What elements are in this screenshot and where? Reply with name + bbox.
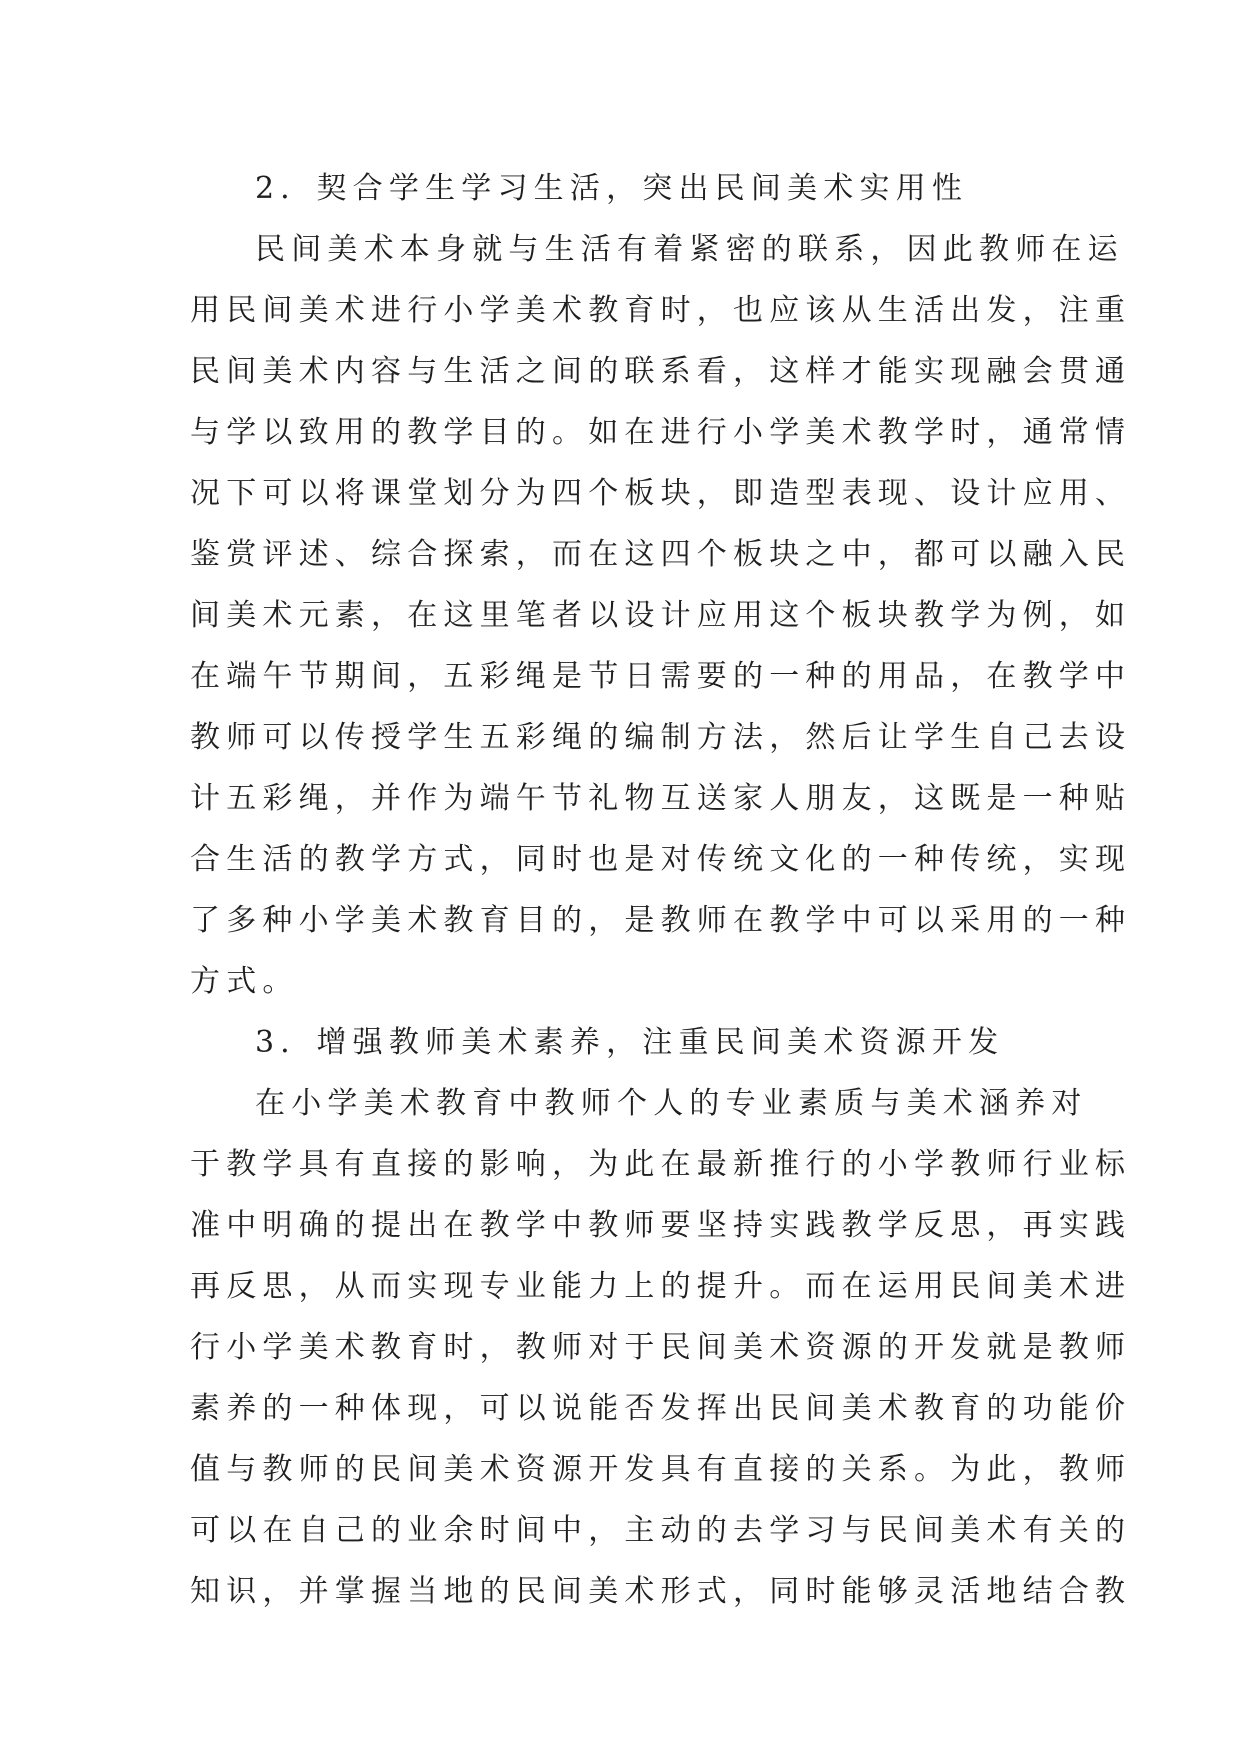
paragraph-line: 准中明确的提出在教学中教师要坚持实践教学反思，再实践 [190, 1208, 1132, 1243]
paragraph-line: 民间美术本身就与生活有着紧密的联系，因此教师在运 [255, 232, 1124, 267]
paragraph-line: 再反思，从而实现专业能力上的提升。而在运用民间美术进 [190, 1269, 1132, 1304]
paragraph-line: 素养的一种体现，可以说能否发挥出民间美术教育的功能价 [190, 1391, 1132, 1426]
paragraph-line: 用民间美术进行小学美术教育时，也应该从生活出发，注重 [190, 293, 1132, 328]
paragraph-line: 知识，并掌握当地的民间美术形式，同时能够灵活地结合教 [190, 1574, 1132, 1609]
paragraph-line: 合生活的教学方式，同时也是对传统文化的一种传统，实现 [190, 842, 1132, 877]
document-body [190, 158, 1132, 1622]
paragraph-line: 计五彩绳，并作为端午节礼物互送家人朋友，这既是一种贴 [190, 781, 1132, 816]
paragraph-line: 在端午节期间，五彩绳是节日需要的一种的用品，在教学中 [190, 659, 1132, 694]
paragraph-line: 民间美术内容与生活之间的联系看，这样才能实现融会贯通 [190, 354, 1132, 389]
paragraph-line: 在小学美术教育中教师个人的专业素质与美术涵养对 [255, 1086, 1088, 1121]
paragraph-line: 行小学美术教育时，教师对于民间美术资源的开发就是教师 [190, 1330, 1132, 1365]
paragraph-line: 间美术元素，在这里笔者以设计应用这个板块教学为例，如 [190, 598, 1132, 633]
paragraph-line: 于教学具有直接的影响，为此在最新推行的小学教师行业标 [190, 1147, 1132, 1182]
paragraph-line: 了多种小学美术教育目的，是教师在教学中可以采用的一种 [190, 903, 1132, 938]
paragraph-line: 鉴赏评述、综合探索，而在这四个板块之中，都可以融入民 [190, 537, 1132, 572]
paragraph-line: 况下可以将课堂划分为四个板块，即造型表现、设计应用、 [190, 476, 1132, 511]
section-2-heading: 2．契合学生学习生活，突出民间美术实用性 [255, 171, 969, 206]
paragraph-line: 可以在自己的业余时间中，主动的去学习与民间美术有关的 [190, 1513, 1132, 1548]
paragraph-line: 与学以致用的教学目的。如在进行小学美术教学时，通常情 [190, 415, 1132, 450]
paragraph-line: 方式。 [190, 964, 299, 999]
paragraph-line: 值与教师的民间美术资源开发具有直接的关系。为此，教师 [190, 1452, 1132, 1487]
section-3-heading: 3．增强教师美术素养，注重民间美术资源开发 [255, 1025, 1005, 1060]
paragraph-line: 教师可以传授学生五彩绳的编制方法，然后让学生自己去设 [190, 720, 1132, 755]
